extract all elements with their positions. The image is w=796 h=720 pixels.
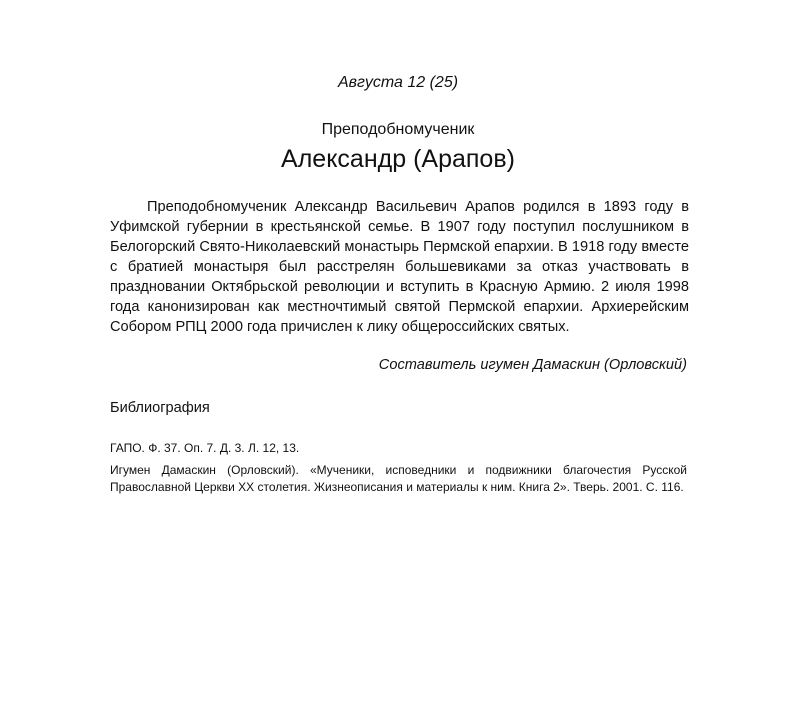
bibliography-heading: Библиография (110, 400, 210, 416)
biography-paragraph: Преподобномученик Александр Васильевич Арапов родился в 1893 году в Уфимской губернии в крестьянской семье. В 1907 году поступил послушником в Белогорский Свято-Николаевский монастырь Пермской епархии. В 1918 году вместе с братией монастыря был расстрелян большевиками за отказ участвовать в праздновании Октябрьской революции и вступить в Красную Армию. 2 июля 1998 года канонизирован как местночтимый святой Пермской епархии. Архиерейским Собором РПЦ 2000 года причислен к лику общероссийских святых. (110, 199, 689, 335)
author-credit: Составитель игумен Дамаскин (Орловский) (378, 357, 687, 373)
feast-date: Августа 12 (25) (337, 74, 459, 91)
bibliography-item: ГАПО. Ф. 37. Оп. 7. Д. 3. Л. 12, 13. (110, 441, 300, 455)
bibliography-item: Игумен Дамаскин (Орловский). «Мученики, исповедники и подвижники благочестия Русской Православной Церкви XX столетия. Жизнеописания и материалы к ним. Книга 2». Тверь. 2001. С. 116. (110, 463, 687, 494)
bibliography-list (110, 440, 687, 501)
saint-name: Александр (Арапов) (281, 145, 515, 173)
saint-rank: Преподобномученик (321, 121, 475, 138)
